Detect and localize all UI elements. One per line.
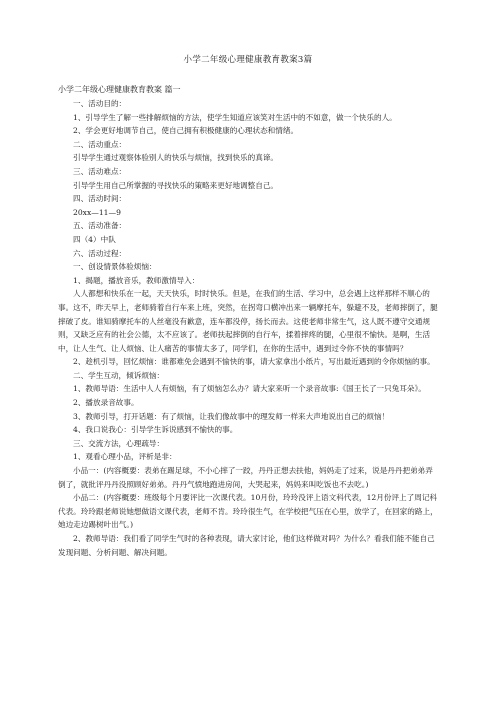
paragraph: 4、我口说我心：引导学生诉说感到不愉快的事。 (73, 425, 238, 435)
paragraph: 六、活动过程： (73, 248, 127, 258)
paragraph: 一、创设情景体验烦恼： (73, 262, 157, 272)
paragraph: 3、教师引导，打开话题：有了烦恼，让我们像故事中的理发师一样来大声地说出自己的烦恼！ (73, 411, 390, 421)
paragraph: 1、揭题，播放音乐，教师激情导入： (73, 275, 200, 285)
paragraph: 2、趁机引导，回忆烦恼：谁都难免会遇到不愉快的事，请大家拿出小纸片，写出最近遇到的令你烦恼的事。 (73, 357, 435, 367)
paragraph: 二、活动重点： (73, 139, 127, 149)
paragraph: 2、播放录音故事。 (73, 398, 139, 408)
paragraph: 小品二：(内容概要：班级每个月要评比一次课代表。10月份，玲玲没评上语文科代表，12月份评上了周记科代表。玲玲跟老师说她想做语文课代表，老师不肯。玲玲很生气，在学校把气压在心里，放学了，在回家的路上，她边走边踢树叶出气。) (58, 493, 438, 530)
paragraph: 1、观看心理小品，评析是非： (73, 452, 177, 462)
document-title: 小学二年级心理健康教育教案3篇 (183, 55, 313, 65)
paragraph: 20xx—11—9 (73, 207, 121, 217)
paragraph: 1、引导学生了解一些排解烦恼的方法，使学生知道应该笑对生活中的不如意，做一个快乐的人。 (73, 112, 397, 122)
paragraph: 人人都想和快乐在一起，天天快乐，时时快乐。但是，在我们的生活、学习中，总会遇上这样那样不顺心的事。这不，昨天早上，老师骑着自行车来上班，突然，在拐弯口横冲出来一辆摩托车，躲避不及，老师摔倒了，腿摔破了皮。谁知骑摩托车的人丝毫没有歉意，连车都没停，扬长而去。这使老师非常生气，这人既不遵守交通规则，又缺乏应有的社会公德，太不应该了。老师扶起摔倒的自行车，揉着摔疼的腿，心里很不愉快。是啊，生活中，让人生气、让人烦恼、让人痛苦的事情太多了，同学们，在你的生活中，遇到过令你不快的事情吗？ (58, 289, 438, 353)
paragraph: 1、教师导语：生活中人人有烦恼，有了烦恼怎么办？请大家来听一个录音故事:《国王长了一只兔耳朵》。 (73, 384, 426, 394)
paragraph: 五、活动准备： (73, 221, 127, 231)
paragraph: 引导学生通过观察体验别人的快乐与烦恼，找到快乐的真谛。 (73, 153, 279, 163)
paragraph: 2、学会更好地调节自己，使自己拥有积极健康的心理状态和情绪。 (73, 126, 299, 136)
document-body (58, 97, 438, 559)
paragraph: 小品一：(内容概要：表弟在踢足球，不小心摔了一跤，丹丹正想去扶他，妈妈走了过来，说是丹丹把弟弟弄倒了，就批评丹丹没照顾好弟弟。丹丹气愤地跑进房间，大哭起来，妈妈来叫吃饭也不去吃。) (58, 466, 433, 489)
paragraph: 引导学生用自己所掌握的寻找快乐的策略来更好地调整自己。 (73, 180, 279, 190)
document-subtitle: 小学二年级心理健康教育教案 篇一 (58, 85, 181, 94)
paragraph: 一、活动目的： (73, 99, 127, 108)
paragraph: 四、活动时间： (73, 194, 127, 204)
paragraph: 四（4）中队 (73, 234, 116, 244)
paragraph: 2、教师导语：我们看了同学生气时的各种表现，请大家讨论，他们这样做对吗？为什么？看我们能不能自己发现问题、分析问题、解决问题。 (58, 534, 435, 557)
paragraph: 三、交流方法，心理疏导： (73, 438, 165, 448)
paragraph: 三、活动难点： (73, 166, 127, 176)
paragraph: 二、学生互动，倾诉烦恼： (73, 370, 165, 380)
